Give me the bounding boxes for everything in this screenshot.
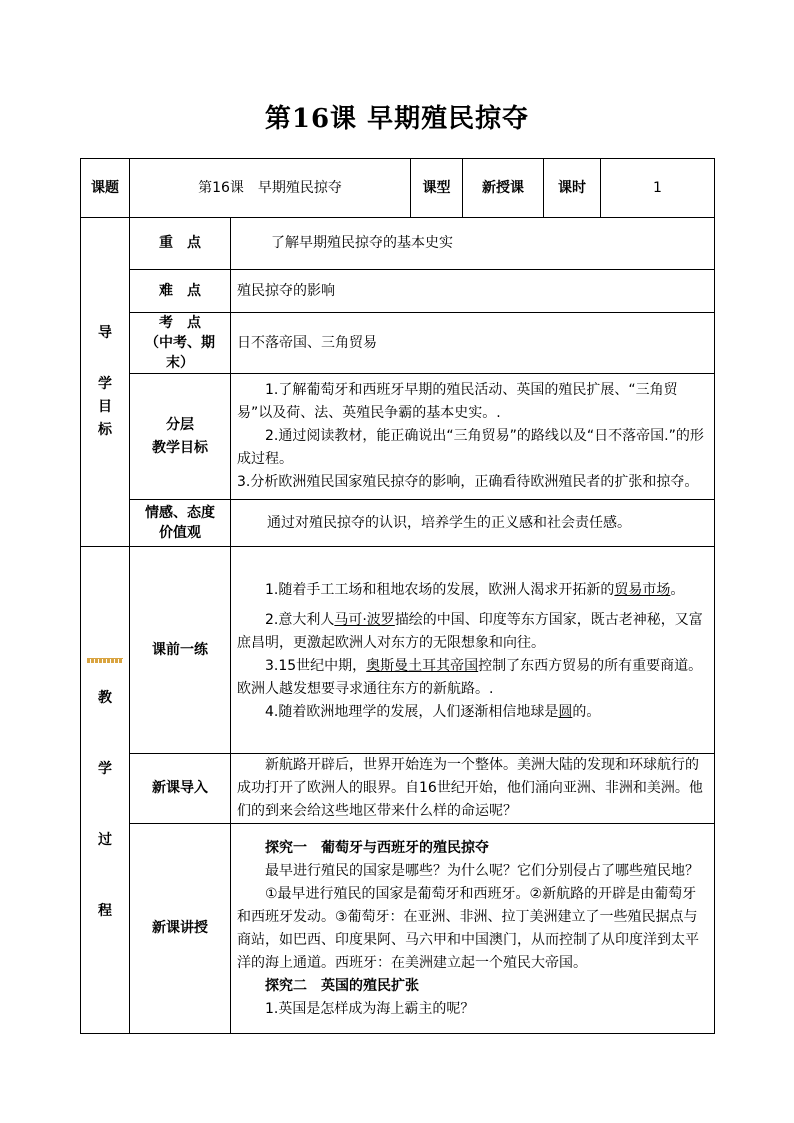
exam-label: 考 点 （中考、期末）: [130, 313, 231, 374]
layer-goal-1: 1.了解葡萄牙和西班牙早期的殖民活动、英国的殖民扩展、“三角贸易”以及荷、法、英殖民争霸的基本史实。.: [237, 382, 678, 421]
key-value: 了解早期殖民掠夺的基本史实: [231, 218, 715, 270]
lecture-label: 新课讲授: [130, 824, 231, 1034]
pre-exercise: [231, 547, 715, 754]
explore1-answer: ①最早进行殖民的国家是葡萄牙和西班牙。②新航路的开辟是由葡萄牙和西班牙发动。③葡萄牙：在亚洲、非洲、拉丁美洲建立了一些殖民据点与商站，如巴西、印度果阿、马六甲和中国澳门，从而控制了从印度洋到太平洋的海上通道。西班牙：在美洲建立起一个殖民大帝国。: [237, 885, 699, 971]
process-side-label: 教 学 过 程: [81, 547, 130, 1034]
process-row-lecture: [81, 824, 715, 1034]
explore2-question: 1.英国是怎样成为海上霸主的呢？: [265, 1000, 475, 1017]
key-label: 重 点: [130, 218, 231, 270]
hours-label: 课时: [544, 159, 601, 218]
process-row-pre: [81, 547, 715, 754]
pre-item-4: 4.随着欧洲地理学的发展，人们逐渐相信地球是圆的。: [265, 703, 601, 720]
ornament: [87, 658, 123, 663]
hours-value: 1: [601, 159, 715, 218]
goal-row-emotion: [81, 500, 715, 547]
intro-text: 新航路开辟后，世界开始连为一个整体。美洲大陆的发现和环球航行的成功打开了欧洲人的眼界。自16世纪开始，他们涌向亚洲、非洲和美洲。他们的到来会给这些地区带来什么样的命运呢？: [231, 754, 715, 824]
type-label: 课型: [411, 159, 463, 218]
lecture-content: [231, 824, 715, 1034]
goals-side-label: 导 学 目 标: [81, 218, 130, 547]
layer-goal-2: 2.通过阅读教材，能正确说出“三角贸易”的路线以及“日不落帝国.”的形成过程。: [237, 428, 704, 467]
type-value: 新授课: [463, 159, 544, 218]
topic-label: 课题: [81, 159, 130, 218]
pre-item-2: 2.意大利人马可·波罗描绘的中国、印度等东方国家，既古老神秘，又富庶昌明，更激起欧洲人对东方的无限想象和向往。: [237, 611, 703, 651]
lesson-plan-table: [80, 158, 715, 1034]
explore1-title: 探究一 葡萄牙与西班牙的殖民掠夺: [265, 839, 489, 856]
difficult-label: 难 点: [130, 270, 231, 313]
goal-row-exam: [81, 313, 715, 374]
pre-label: 课前一练: [130, 547, 231, 754]
difficult-value: 殖民掠夺的影响: [231, 270, 715, 313]
intro-label: 新课导入: [130, 754, 231, 824]
exam-value: 日不落帝国、三角贸易: [231, 313, 715, 374]
layer-goals: [231, 374, 715, 500]
explore2-title: 探究二 英国的殖民扩张: [265, 977, 419, 994]
layer-label: 分层 教学目标: [130, 374, 231, 500]
emotion-value: 通过对殖民掠夺的认识，培养学生的正义感和社会责任感。: [231, 500, 715, 547]
pre-item-3: 3.15世纪中期，奥斯曼土耳其帝国控制了东西方贸易的所有重要商道。欧洲人越发想要寻求通往东方的新航路。.: [237, 657, 703, 697]
process-row-intro: [81, 754, 715, 824]
topic-value: 第16课 早期殖民掠夺: [130, 159, 411, 218]
goal-row-layered: [81, 374, 715, 500]
page-title: 第16课 早期殖民掠夺: [264, 104, 530, 134]
goal-row-difficult: [81, 270, 715, 313]
explore1-question: 最早进行殖民的国家是哪些？为什么呢？它们分别侵占了哪些殖民地？: [265, 862, 699, 879]
emotion-label: 情感、态度 价值观: [130, 500, 231, 547]
layer-goal-3: 3.分析欧洲殖民国家殖民掠夺的影响，正确看待欧洲殖民者的扩张和掠夺。: [237, 474, 699, 490]
header-row: [81, 159, 715, 218]
pre-item-1: 1.随着手工工场和租地农场的发展，欧洲人渴求开拓新的贸易市场。: [265, 581, 685, 598]
goal-row-key: [81, 218, 715, 270]
